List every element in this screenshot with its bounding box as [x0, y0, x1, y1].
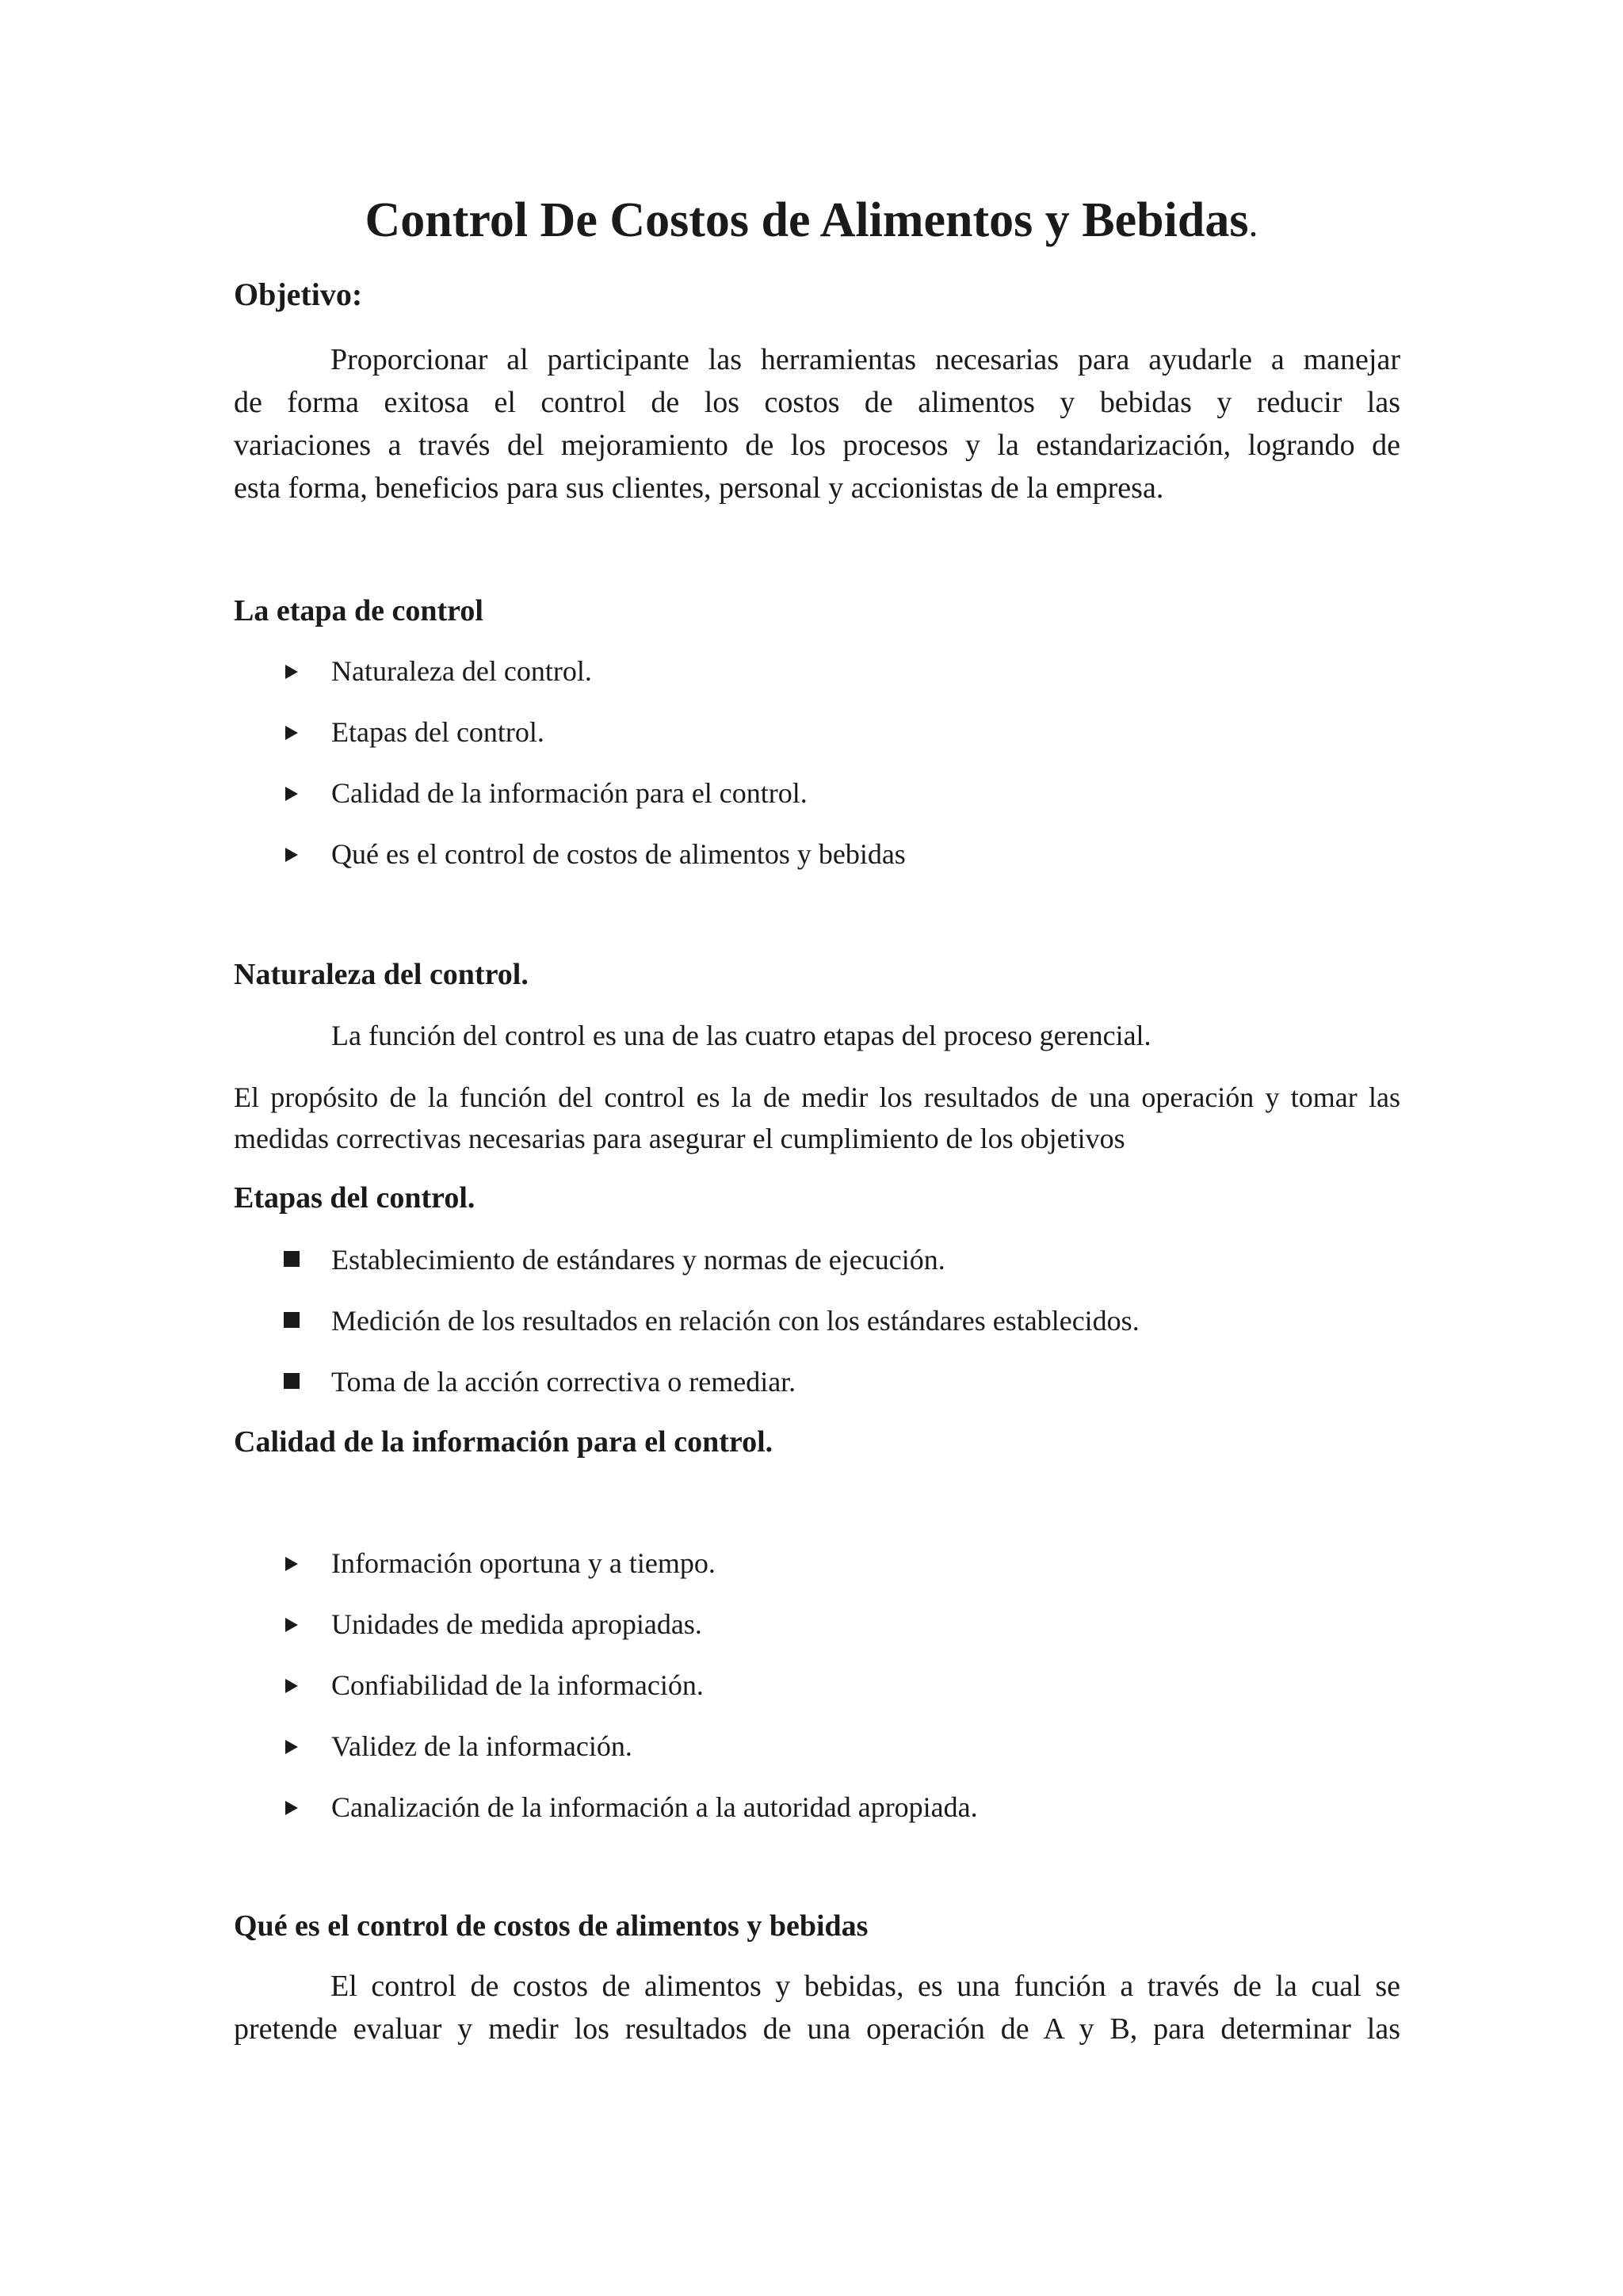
nature-paragraph — [234, 1077, 1400, 1159]
what-is-heading: Qué es el control de costos de alimentos y bebidas — [234, 1909, 869, 1943]
list-item-text: Etapas del control. — [331, 716, 544, 748]
what-is-line: pretende evaluar y medir los resultados de una operación de A y B, para determinar las — [234, 2012, 1400, 2046]
triangle-bullet-icon — [285, 1679, 298, 1693]
control-stage-heading: La etapa de control — [234, 594, 483, 627]
triangle-bullet-icon — [285, 1618, 298, 1632]
objective-heading: Objetivo: — [234, 277, 363, 312]
objective-line: Proporcionar al participante las herramientas necesarias para ayudarle a manejar — [330, 343, 1400, 376]
list-item-text: Confiabilidad de la información. — [331, 1669, 704, 1701]
list-item-text: Canalización de la información a la autoridad apropiada. — [331, 1791, 978, 1823]
list-item-text: Medición de los resultados en relación con los estándares establecidos. — [331, 1305, 1140, 1337]
nature-heading: Naturaleza del control. — [234, 958, 529, 991]
list-item-text: Calidad de la información para el control. — [331, 777, 808, 809]
objective-line: de forma exitosa el control de los costos de alimentos y bebidas y reducir las — [234, 386, 1400, 419]
stages-heading: Etapas del control. — [234, 1181, 475, 1215]
nature-line: medidas correctivas necesarias para asegurar el cumplimiento de los objetivos — [234, 1123, 1125, 1154]
objective-line: variaciones a través del mejoramiento de los procesos y la estandarización, logrando de — [234, 429, 1400, 462]
title-text: Control De Costos de Alimentos y Bebidas — [365, 193, 1249, 247]
triangle-bullet-icon — [285, 848, 298, 862]
triangle-bullet-icon — [285, 665, 298, 679]
objective-line: esta forma, beneficios para sus clientes, personal y accionistas de la empresa. — [234, 471, 1164, 505]
list-item-text: Validez de la información. — [331, 1730, 632, 1762]
triangle-bullet-icon — [285, 726, 298, 740]
list-item-text: Unidades de medida apropiadas. — [331, 1608, 702, 1640]
list-item-text: Naturaleza del control. — [331, 655, 592, 687]
square-bullet-icon — [284, 1312, 300, 1328]
what-is-paragraph — [234, 1965, 1400, 2050]
list-item-text: Toma de la acción correctiva o remediar. — [331, 1366, 796, 1398]
what-is-line: El control de costos de alimentos y bebidas, es una función a través de la cual se — [330, 1970, 1400, 2003]
triangle-bullet-icon — [285, 1557, 298, 1571]
triangle-bullet-icon — [285, 1801, 298, 1815]
triangle-bullet-icon — [285, 787, 298, 801]
quality-heading: Calidad de la información para el control. — [234, 1425, 773, 1459]
triangle-bullet-icon — [285, 1740, 298, 1754]
nature-line: El propósito de la función del control es la de medir los resultados de una operación y tomar las — [234, 1081, 1400, 1113]
list-item-text: Establecimiento de estándares y normas de ejecución. — [331, 1244, 945, 1276]
objective-paragraph — [234, 338, 1400, 509]
document-title — [0, 189, 1623, 256]
square-bullet-icon — [284, 1251, 300, 1267]
title-period: . — [1248, 203, 1258, 245]
list-item-text: Qué es el control de costos de alimentos y bebidas — [331, 838, 906, 870]
list-item-text: Información oportuna y a tiempo. — [331, 1547, 716, 1579]
square-bullet-icon — [284, 1373, 300, 1389]
nature-sentence: La función del control es una de las cuatro etapas del proceso gerencial. — [331, 1020, 1151, 1051]
